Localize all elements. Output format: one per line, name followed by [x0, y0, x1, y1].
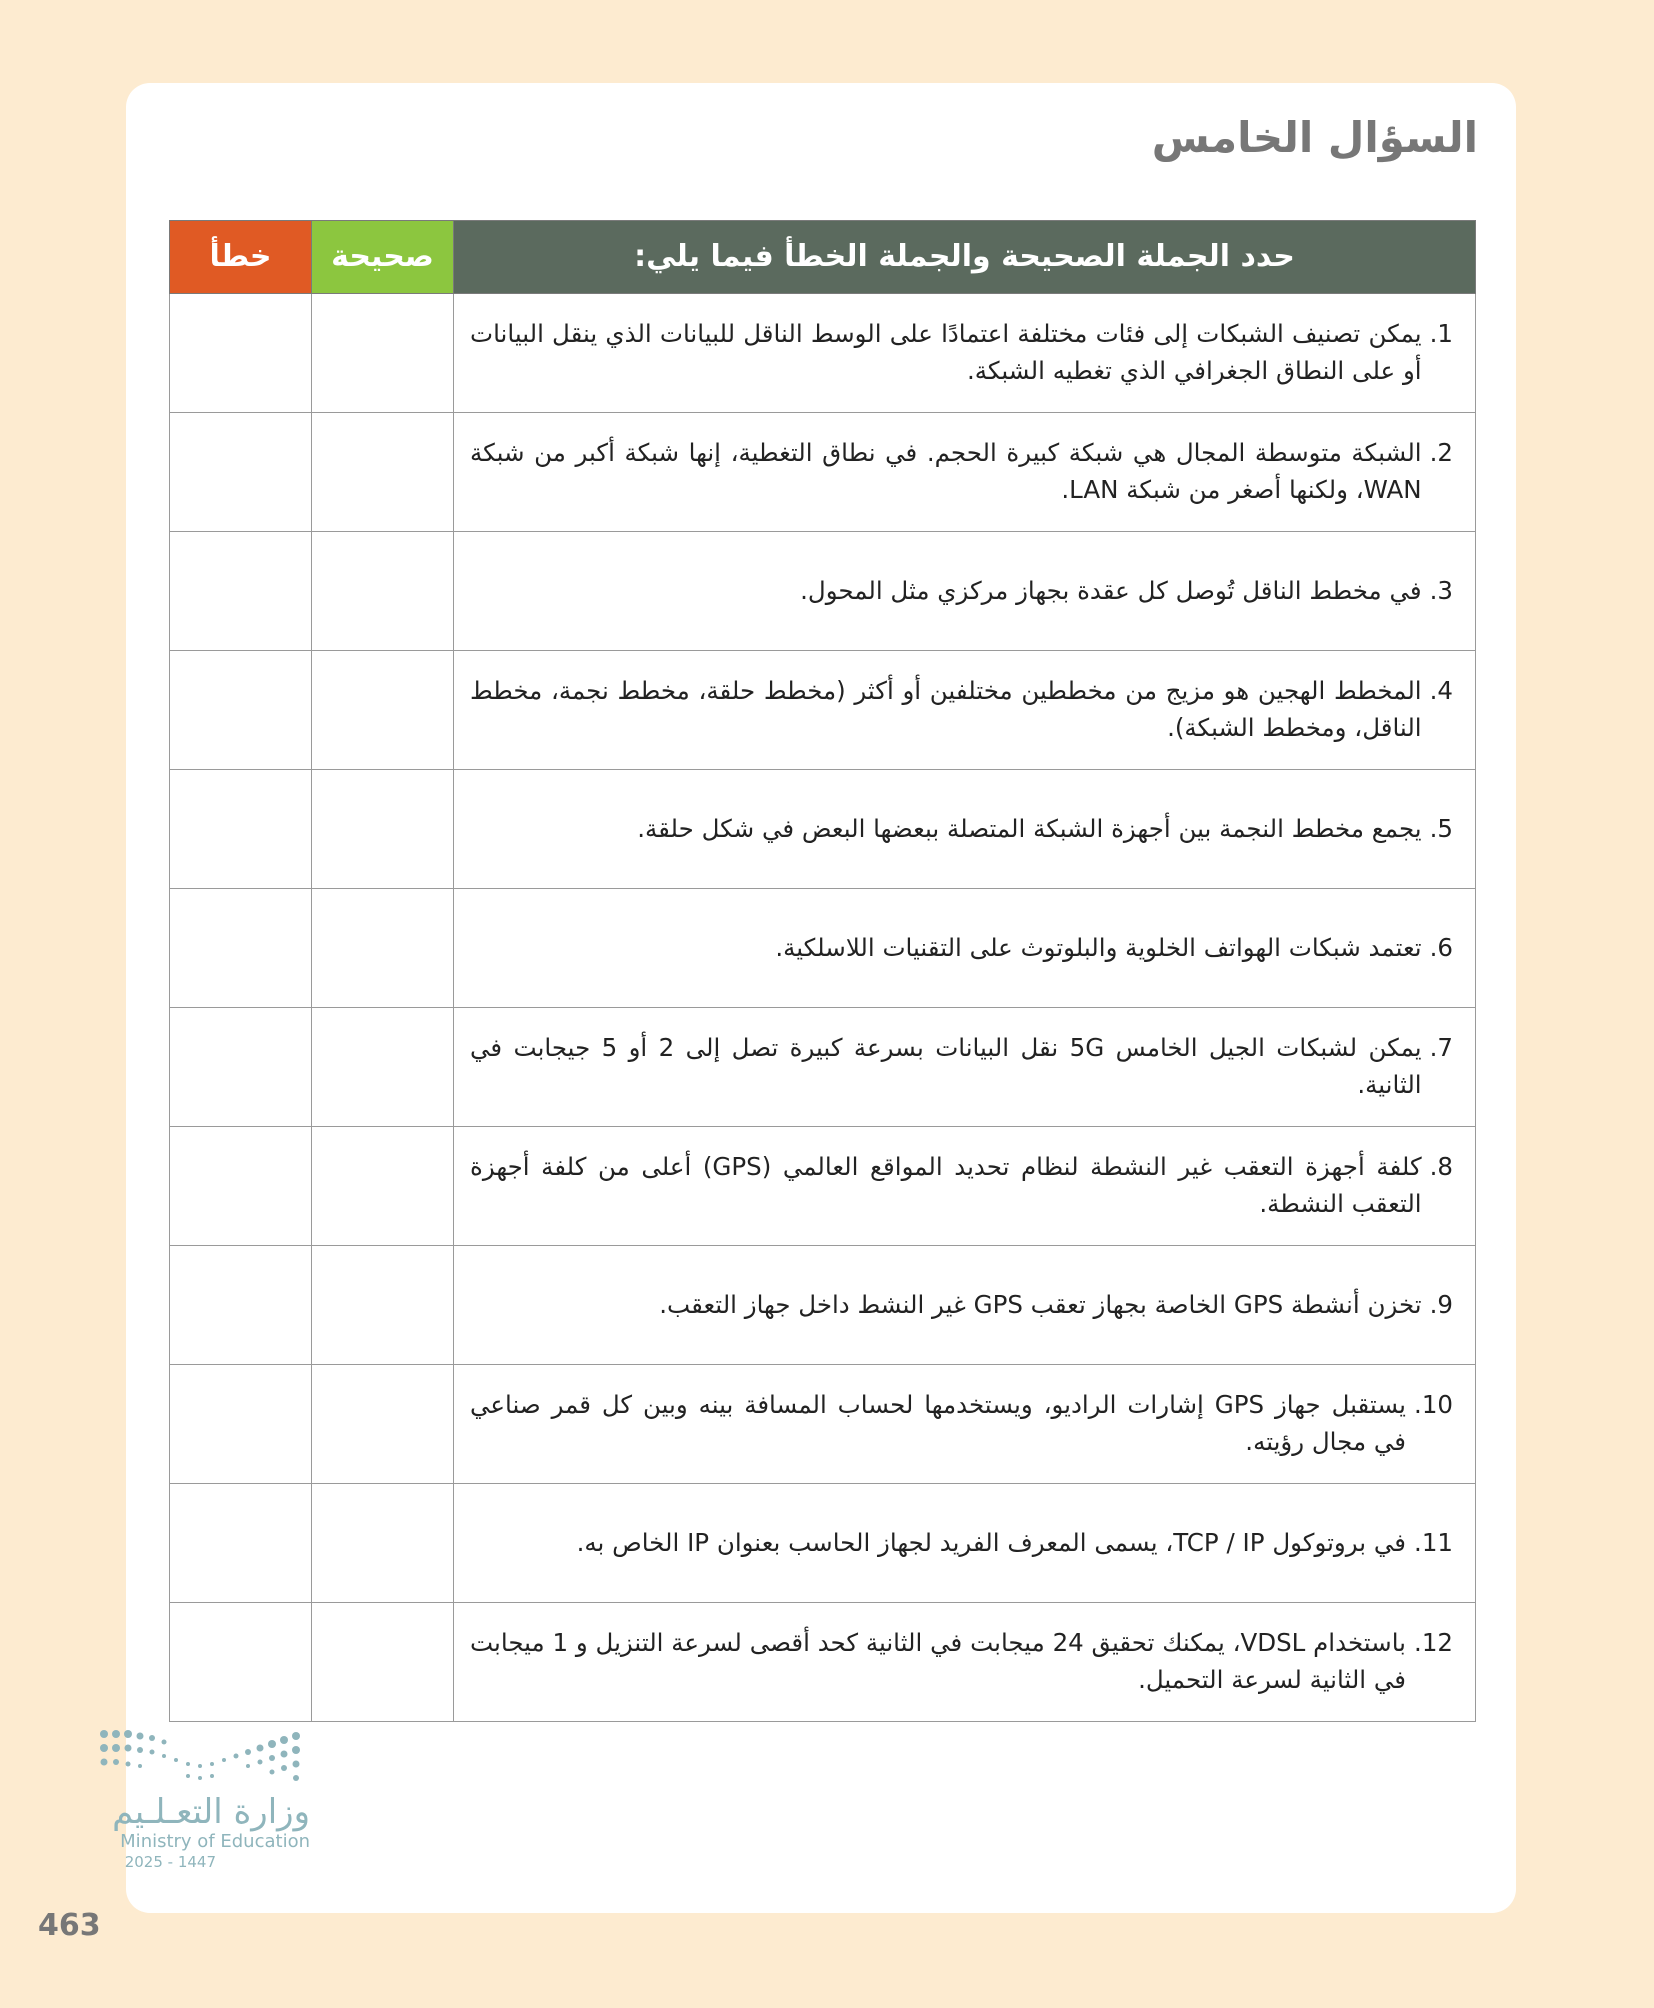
- statement-text: باستخدام VDSL، يمكنك تحقيق 24 ميجابت في الثانية كحد أقصى لسرعة التنزيل و 1 ميجابت في الثانية لسرعة التحميل.: [470, 1628, 1407, 1694]
- statement-cell: [454, 413, 1476, 532]
- statement-cell: [454, 532, 1476, 651]
- statement-text: يستقبل جهاز GPS إشارات الراديو، ويستخدمها لحساب المسافة بينه وبين كل قمر صناعي في مجال رؤيته.: [470, 1390, 1407, 1456]
- table-row: [170, 770, 1476, 889]
- statement: [470, 573, 1453, 610]
- table-row: [170, 413, 1476, 532]
- table-row: [170, 1246, 1476, 1365]
- true-answer-cell[interactable]: [312, 1365, 454, 1484]
- true-answer-cell[interactable]: [312, 413, 454, 532]
- page-number: 463: [38, 1908, 101, 1943]
- statement-number: 11.: [1414, 1527, 1453, 1557]
- page-card: [126, 83, 1516, 1913]
- true-answer-cell[interactable]: [312, 1484, 454, 1603]
- page-title: السؤال الخامس: [1151, 113, 1478, 162]
- statement-cell: [454, 294, 1476, 413]
- table-header-row: [170, 221, 1476, 294]
- statement-cell: [454, 1246, 1476, 1365]
- statement: [470, 435, 1453, 509]
- header-question: حدد الجملة الصحيحة والجملة الخطأ فيما يلي:: [454, 221, 1476, 294]
- statement-number: 1.: [1429, 319, 1453, 349]
- statement-number: 7.: [1429, 1033, 1453, 1063]
- statement-text: يجمع مخطط النجمة بين أجهزة الشبكة المتصلة ببعضها البعض في شكل حلقة.: [637, 813, 1422, 843]
- true-answer-cell[interactable]: [312, 1246, 454, 1365]
- ministry-name-arabic: وزارة التعـلـيم: [112, 1792, 310, 1832]
- statement-number: 8.: [1429, 1152, 1453, 1182]
- statement-cell: [454, 770, 1476, 889]
- false-answer-cell[interactable]: [170, 532, 312, 651]
- statement-cell: [454, 889, 1476, 1008]
- statement-cell: [454, 1127, 1476, 1246]
- false-answer-cell[interactable]: [170, 1246, 312, 1365]
- statement-text: المخطط الهجين هو مزيج من مخططين مختلفين أو أكثر (مخطط حلقة، مخطط نجمة، مخطط الناقل، ومخطط الشبكة).: [470, 676, 1422, 742]
- ministry-year: 2025 - 1447: [124, 1852, 216, 1871]
- table-row: [170, 1603, 1476, 1722]
- true-answer-cell[interactable]: [312, 651, 454, 770]
- statement: [470, 811, 1453, 848]
- statement: [470, 1030, 1453, 1104]
- table-row: [170, 1008, 1476, 1127]
- statement-cell: [454, 1603, 1476, 1722]
- table-row: [170, 889, 1476, 1008]
- header-false: خطأ: [170, 221, 312, 294]
- true-false-table: [169, 220, 1476, 1722]
- statement-number: 2.: [1429, 438, 1453, 468]
- statement-number: 12.: [1414, 1628, 1453, 1658]
- statement-text: تخزن أنشطة GPS الخاصة بجهاز تعقب GPS غير النشط داخل جهاز التعقب.: [659, 1289, 1422, 1319]
- statement-text: كلفة أجهزة التعقب غير النشطة لنظام تحديد المواقع العالمي (GPS) أعلى من كلفة أجهزة التعقب النشطة.: [470, 1152, 1422, 1218]
- false-answer-cell[interactable]: [170, 1484, 312, 1603]
- statement-number: 5.: [1429, 813, 1453, 843]
- statement-cell: [454, 1008, 1476, 1127]
- statement-number: 9.: [1429, 1289, 1453, 1319]
- false-answer-cell[interactable]: [170, 770, 312, 889]
- statement-text: في مخطط الناقل تُوصل كل عقدة بجهاز مركزي مثل المحول.: [800, 575, 1422, 605]
- table-row: [170, 532, 1476, 651]
- false-answer-cell[interactable]: [170, 294, 312, 413]
- statement: [470, 1525, 1453, 1562]
- ministry-name-english: Ministry of Education: [120, 1831, 310, 1853]
- statement: [470, 673, 1453, 747]
- false-answer-cell[interactable]: [170, 1008, 312, 1127]
- false-answer-cell[interactable]: [170, 1127, 312, 1246]
- statement-number: 3.: [1429, 575, 1453, 605]
- statement-text: يمكن تصنيف الشبكات إلى فئات مختلفة اعتمادًا على الوسط الناقل للبيانات الذي ينقل البيانات أو على النطاق الجغرافي الذي تغطيه الشبكة.: [470, 319, 1422, 385]
- statement: [470, 1387, 1453, 1461]
- statement: [470, 316, 1453, 390]
- statement-number: 6.: [1429, 932, 1453, 962]
- false-answer-cell[interactable]: [170, 889, 312, 1008]
- true-answer-cell[interactable]: [312, 770, 454, 889]
- statement-cell: [454, 1484, 1476, 1603]
- statement-text: تعتمد شبكات الهواتف الخلوية والبلوتوث على التقنيات اللاسلكية.: [775, 932, 1422, 962]
- true-answer-cell[interactable]: [312, 1008, 454, 1127]
- statement: [470, 930, 1453, 967]
- table-row: [170, 651, 1476, 770]
- header-true: صحيحة: [312, 221, 454, 294]
- ministry-logo-icon: [96, 1728, 310, 1788]
- statement: [470, 1149, 1453, 1223]
- statement-cell: [454, 651, 1476, 770]
- true-answer-cell[interactable]: [312, 532, 454, 651]
- statement: [470, 1287, 1453, 1324]
- statement-cell: [454, 1365, 1476, 1484]
- false-answer-cell[interactable]: [170, 651, 312, 770]
- table-row: [170, 1484, 1476, 1603]
- statement-text: الشبكة متوسطة المجال هي شبكة كبيرة الحجم. في نطاق التغطية، إنها شبكة أكبر من شبكة WAN، ولكنها أصغر من شبكة LAN.: [470, 438, 1422, 504]
- false-answer-cell[interactable]: [170, 1603, 312, 1722]
- false-answer-cell[interactable]: [170, 413, 312, 532]
- false-answer-cell[interactable]: [170, 1365, 312, 1484]
- statement: [470, 1625, 1453, 1699]
- statement-text: يمكن لشبكات الجيل الخامس 5G نقل البيانات بسرعة كبيرة تصل إلى 2 أو 5 جيجابت في الثانية.: [470, 1033, 1422, 1099]
- true-answer-cell[interactable]: [312, 294, 454, 413]
- table-row: [170, 294, 1476, 413]
- statement-text: في بروتوكول TCP / IP، يسمى المعرف الفريد لجهاز الحاسب بعنوان IP الخاص به.: [576, 1527, 1407, 1557]
- table-row: [170, 1365, 1476, 1484]
- true-answer-cell[interactable]: [312, 1127, 454, 1246]
- true-answer-cell[interactable]: [312, 889, 454, 1008]
- statement-number: 4.: [1429, 676, 1453, 706]
- true-answer-cell[interactable]: [312, 1603, 454, 1722]
- table-row: [170, 1127, 1476, 1246]
- ministry-logo: [96, 1728, 316, 1871]
- statement-number: 10.: [1414, 1390, 1453, 1420]
